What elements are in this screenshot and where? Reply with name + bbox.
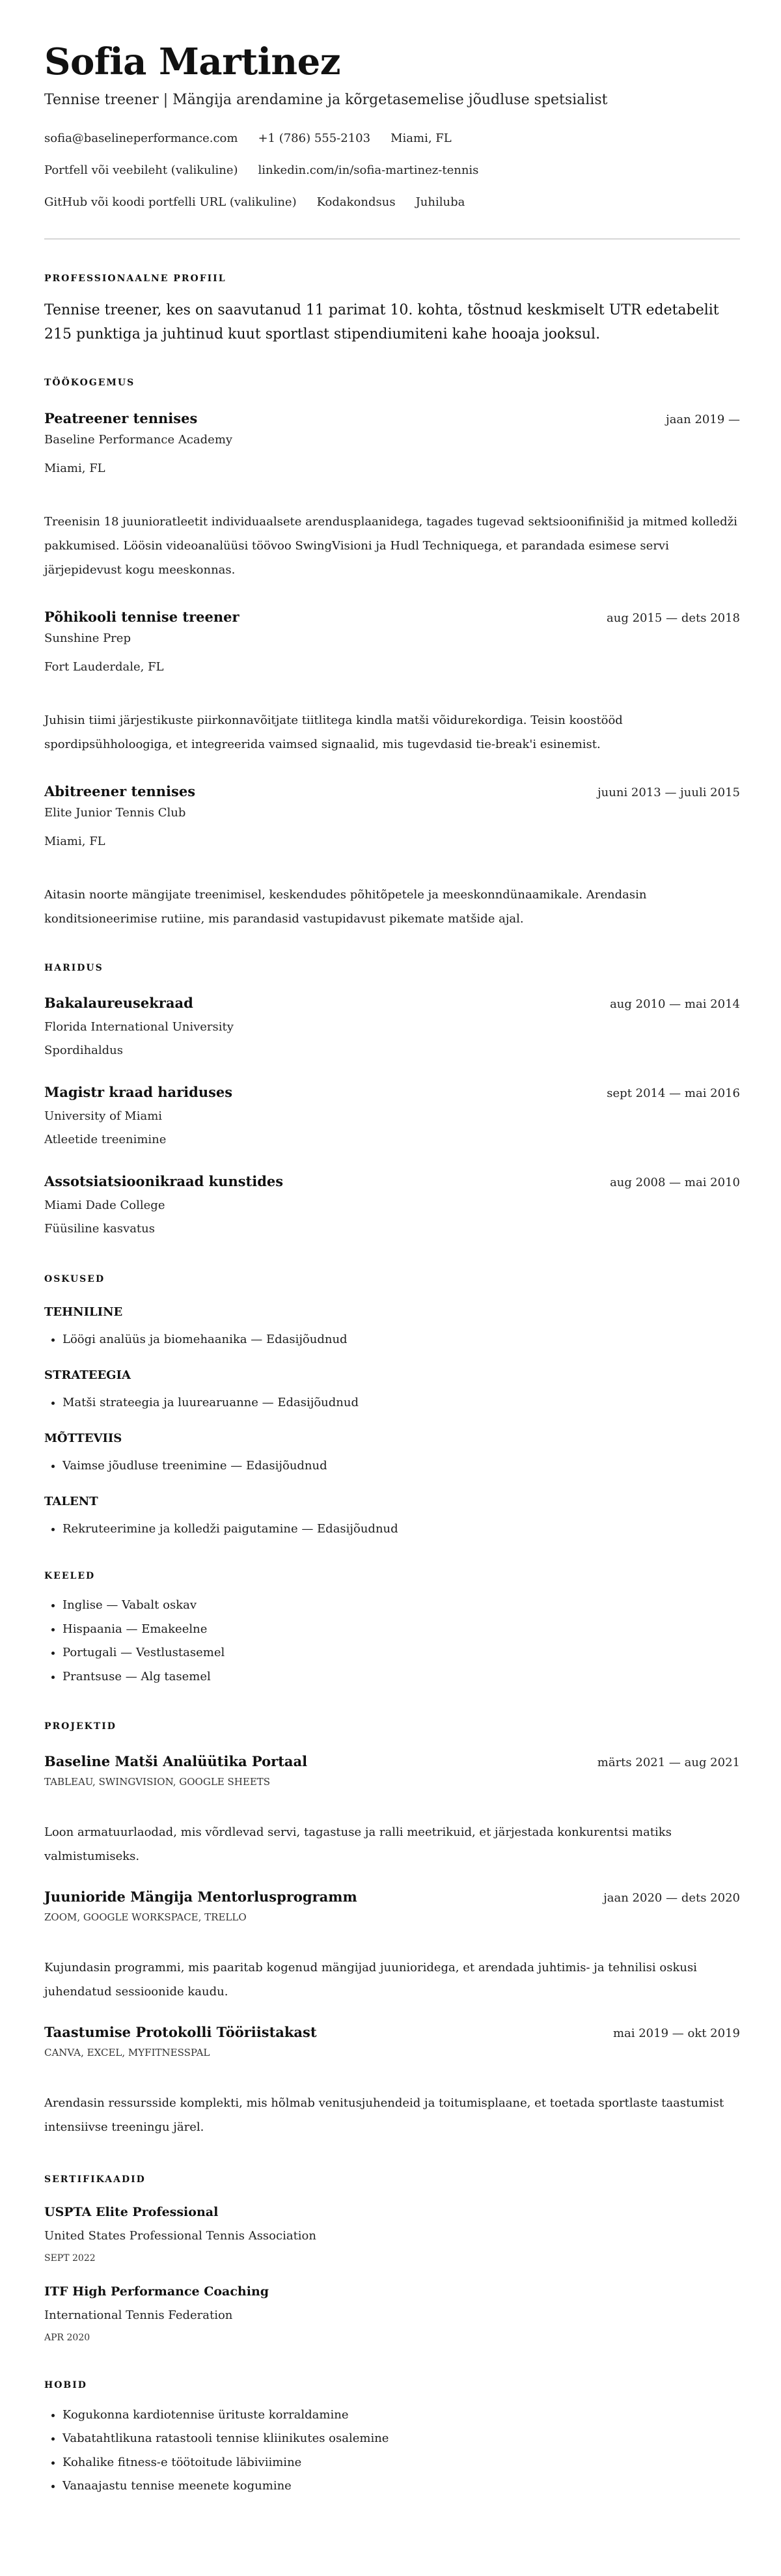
project-title-row	[44, 1888, 740, 1907]
language-item: • Prantsuse — Alg tasemel	[62, 1669, 740, 1685]
skill-group	[44, 1367, 740, 1411]
project-description: Kujundasin programmi, mis paaritab kogenud mängijad juunioridega, et arendada juhtimis- ja tehnilisi oskusi juhendatud sessioonide kaudu.	[44, 1960, 697, 1999]
certification-title: USPTA Elite Professional	[44, 2204, 219, 2219]
project-dates: jaan 2020 — dets 2020	[603, 1890, 740, 1905]
certification-issuer: International Tennis Federation	[44, 2308, 233, 2322]
job-company: Sunshine Prep	[44, 631, 131, 645]
job-location: Fort Lauderdale, FL	[44, 660, 164, 674]
experience-section	[44, 376, 740, 931]
contact-item: Kodakondsus	[316, 195, 396, 209]
certification-entry	[44, 2204, 740, 2265]
skill-list	[44, 1458, 740, 1475]
contact-row	[44, 194, 740, 211]
skill-group	[44, 1493, 740, 1538]
school: Florida International University	[44, 1020, 234, 1034]
contact-item: linkedin.com/in/sofia-martinez-tennis	[258, 163, 479, 177]
section-heading: HARIDUS	[44, 963, 103, 973]
job-location: Miami, FL	[44, 462, 105, 475]
project-entry	[44, 1888, 740, 2004]
job-title-row	[44, 608, 740, 628]
contact-row	[44, 130, 740, 147]
skill-list	[44, 1521, 740, 1538]
job-dates: jaan 2019 —	[666, 413, 740, 426]
hobby-list	[44, 2407, 740, 2495]
language-item: • Inglise — Vabalt oskav	[62, 1597, 740, 1614]
project-title-row	[44, 1752, 740, 1772]
section-heading: OSKUSED	[44, 1274, 105, 1284]
education-entry	[44, 994, 740, 1059]
language-item: • Portugali — Vestlustasemel	[62, 1644, 740, 1661]
skill-item: • Rekruteerimine ja kolledži paigutamine — Edasijõudnud	[62, 1521, 740, 1538]
field-of-study: Atleetide treenimine	[44, 1133, 167, 1146]
education-dates: aug 2010 — mai 2014	[610, 997, 740, 1011]
section-heading: HOBID	[44, 2379, 87, 2390]
skill-item: • Vaimse jõudluse treenimine — Edasijõudnud	[62, 1458, 740, 1475]
projects-section	[44, 1720, 740, 2139]
language-item: • Hispaania — Emakeelne	[62, 1621, 740, 1638]
education-entry	[44, 1172, 740, 1238]
job-entry	[44, 409, 740, 582]
language-list	[44, 1597, 740, 1685]
job-entry	[44, 608, 740, 756]
skill-group-name: MÕTTEVIIS	[44, 1432, 122, 1445]
job-location: Miami, FL	[44, 835, 105, 848]
school: University of Miami	[44, 1109, 163, 1123]
contact-row	[44, 162, 740, 179]
job-dates: aug 2015 — dets 2018	[607, 611, 740, 625]
project-dates: märts 2021 — aug 2021	[597, 1755, 740, 1769]
skills-section	[44, 1273, 740, 1538]
project-title-row	[44, 2023, 740, 2043]
degree: Bakalaureusekraad	[44, 995, 193, 1011]
languages-section	[44, 1570, 740, 1685]
candidate-name: Sofia Martinez	[44, 40, 340, 83]
education-dates: aug 2008 — mai 2010	[610, 1176, 740, 1189]
skill-group	[44, 1430, 740, 1475]
certifications-section	[44, 2173, 740, 2344]
degree-row	[44, 1172, 740, 1192]
project-entry	[44, 1752, 740, 1868]
section-heading: PROFESSIONAALNE PROFIIL	[44, 273, 226, 284]
contact-item: sofia@baselineperformance.com	[44, 132, 238, 145]
section-heading: PROJEKTID	[44, 1721, 116, 1732]
project-title: Baseline Matši Analüütika Portaal	[44, 1752, 308, 1769]
certification-title: ITF High Performance Coaching	[44, 2284, 269, 2299]
resume-header	[44, 41, 740, 211]
contact-item: Juhiluba	[415, 195, 465, 209]
job-title-row	[44, 409, 740, 429]
degree: Magistr kraad hariduses	[44, 1084, 233, 1100]
hobby-item: • Kogukonna kardiotennise ürituste korraldamine	[62, 2407, 740, 2424]
certification-issuer: United States Professional Tennis Association	[44, 2228, 316, 2243]
project-dates: mai 2019 — okt 2019	[612, 2026, 740, 2040]
certification-entry	[44, 2283, 740, 2344]
certification-date: APR 2020	[44, 2332, 90, 2343]
skill-item: • Matši strateegia ja luurearuanne — Edasijõudnud	[62, 1394, 740, 1411]
job-description: Juhisin tiimi järjestikuste piirkonnavõitjate tiitlitega kindla matši võidurekordiga. Teisin koostööd spordipsühholoogiga, et integreerida vaimsed signaalid, mis tugevdasid tie-break'i esinemist.	[44, 713, 623, 751]
profile-section	[44, 272, 740, 346]
job-title: Abitreener tennises	[44, 783, 196, 799]
job-description: Aitasin noorte mängijate treenimisel, keskendudes põhitõpetele ja meeskonndünaamikale. Arendasin konditsioneerimise rutiine, mis parandasid vastupidavust pikemate matšide ajal.	[44, 888, 647, 926]
field-of-study: Füüsiline kasvatus	[44, 1222, 155, 1236]
project-description: Arendasin ressursside komplekti, mis hõlmab venitusjuhendeid ja toitumisplaane, et toetada sportlaste taastumist intensiivse treeningu järel.	[44, 2096, 724, 2134]
project-tech-stack: CANVA, EXCEL, MYFITNESSPAL	[44, 2046, 210, 2058]
section-heading: TÖÖKOGEMUS	[44, 378, 135, 388]
section-heading: KEELED	[44, 1571, 96, 1581]
header-divider	[44, 238, 740, 240]
job-company: Baseline Performance Academy	[44, 433, 233, 447]
skill-list	[44, 1331, 740, 1348]
job-title: Põhikooli tennise treener	[44, 609, 240, 625]
degree-row	[44, 1083, 740, 1103]
skill-group-name: STRATEEGIA	[44, 1368, 131, 1382]
contact-item: Portfell või veebileht (valikuline)	[44, 163, 238, 177]
education-dates: sept 2014 — mai 2016	[607, 1087, 740, 1100]
hobbies-section	[44, 2379, 740, 2495]
contact-item: Miami, FL	[390, 132, 452, 145]
job-title-row	[44, 782, 740, 802]
degree-row	[44, 994, 740, 1014]
job-description: Treenisin 18 juunioratleetit individuaalsete arendusplaanidega, tagades tugevad sektsioonifinišid ja mitmed kolledži pakkumised. Löösin videoanalüüsi töövoo SwingVisioni ja Hudl Techniquega, et parandada esimese servi järjepidevust kogu meeskonnas.	[44, 515, 737, 577]
hobby-item: • Vabatahtlikuna ratastooli tennise kliinikutes osalemine	[62, 2430, 740, 2447]
education-section	[44, 962, 740, 1238]
certification-date: SEPT 2022	[44, 2252, 96, 2264]
job-company: Elite Junior Tennis Club	[44, 806, 186, 820]
school: Miami Dade College	[44, 1198, 165, 1212]
contact-info	[44, 130, 740, 211]
project-title: Juunioride Mängija Mentorlusprogramm	[44, 1888, 357, 1905]
skill-item: • Löögi analüüs ja biomehaanika — Edasijõudnud	[62, 1331, 740, 1348]
project-entry	[44, 2023, 740, 2139]
profile-summary: Tennise treener, kes on saavutanud 11 parimat 10. kohta, tõstnud keskmiselt UTR edetabelit 215 punktiga ja juhtinud kuut sportlast stipendiumiteni kahe hooaja jooksul.	[44, 302, 719, 342]
project-tech-stack: ZOOM, GOOGLE WORKSPACE, TRELLO	[44, 1911, 247, 1923]
degree: Assotsiatsioonikraad kunstides	[44, 1173, 284, 1189]
field-of-study: Spordihaldus	[44, 1044, 124, 1057]
hobby-item: • Kohalike fitness-e töötoitude läbiviimine	[62, 2454, 740, 2471]
education-entry	[44, 1083, 740, 1148]
project-title: Taastumise Protokolli Tööriistakast	[44, 2023, 317, 2040]
headline: Tennise treener | Mängija arendamine ja kõrgetasemelise jõudluse spetsialist	[44, 92, 608, 108]
project-tech-stack: TABLEAU, SWINGVISION, GOOGLE SHEETS	[44, 1775, 271, 1788]
skill-group-name: TALENT	[44, 1495, 98, 1508]
job-entry	[44, 782, 740, 931]
skill-group-name: TEHNILINE	[44, 1305, 123, 1319]
job-dates: juuni 2013 — juuli 2015	[597, 786, 740, 799]
contact-item: GitHub või koodi portfelli URL (valikuline)	[44, 195, 297, 209]
skill-group	[44, 1304, 740, 1348]
job-title: Peatreener tennises	[44, 410, 198, 426]
section-heading: SERTIFIKAADID	[44, 2174, 146, 2185]
contact-item: +1 (786) 555-2103	[258, 132, 371, 145]
skill-list	[44, 1394, 740, 1411]
project-description: Loon armatuurlaodad, mis võrdlevad servi, tagastuse ja ralli meetrikuid, et järjestada konkurentsi matiks valmistumiseks.	[44, 1825, 672, 1863]
hobby-item: • Vanaajastu tennise meenete kogumine	[62, 2478, 740, 2495]
